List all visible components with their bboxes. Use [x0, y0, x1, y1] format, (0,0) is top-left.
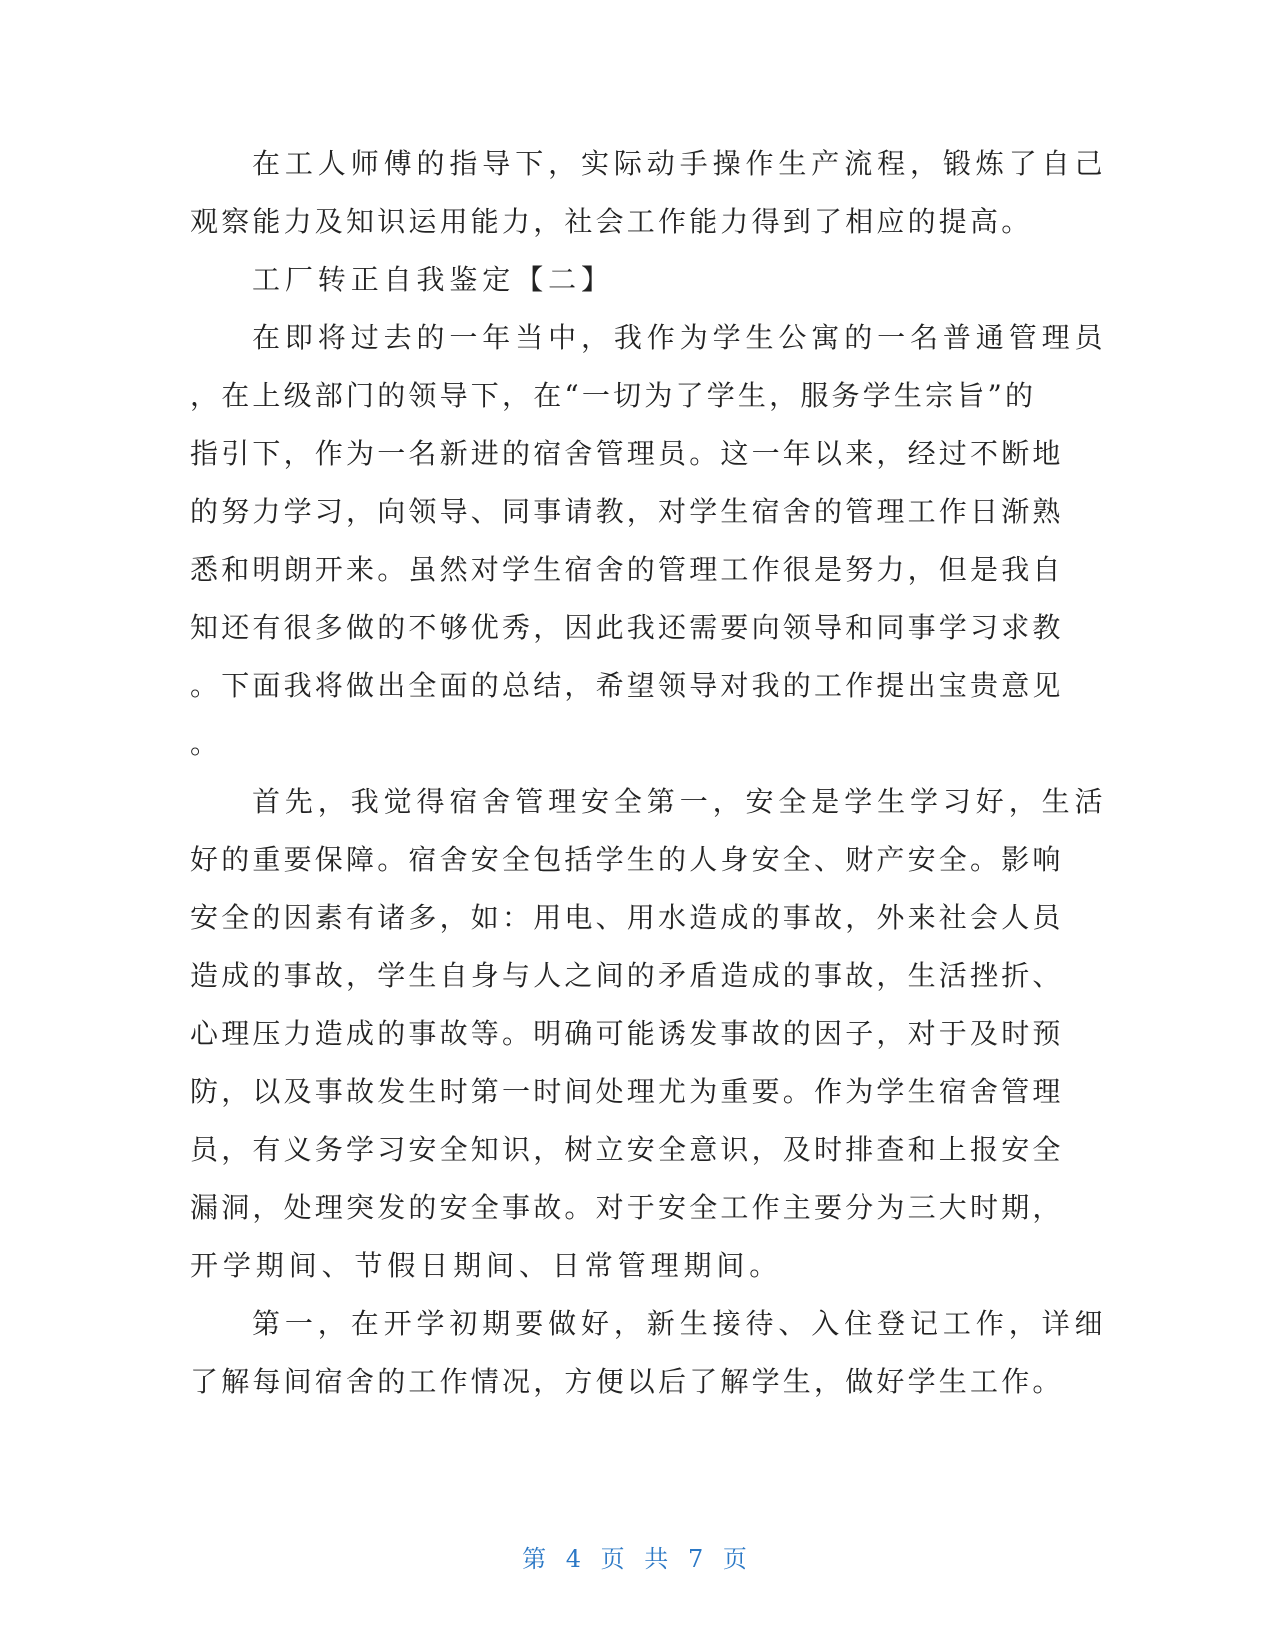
paragraph-3-line-1: 首先，我觉得宿舍管理安全第一，安全是学生学习好，生活	[252, 785, 1108, 818]
paragraph-3-line-9: 开学期间、节假日期间、日常管理期间。	[190, 1249, 783, 1282]
paragraph-2-line-3: 指引下，作为一名新进的宿舍管理员。这一年以来，经过不断地	[190, 437, 1064, 470]
paragraph-2-line-2: ，在上级部门的领导下，在“一切为了学生，服务学生宗旨”的	[190, 379, 1037, 412]
paragraph-3-line-7: 员，有义务学习安全知识，树立安全意识，及时排查和上报安全	[190, 1133, 1064, 1166]
section-heading: 工厂转正自我鉴定【二】	[252, 263, 614, 296]
paragraph-2-line-7: 。下面我将做出全面的总结，希望领导对我的工作提出宝贵意见	[190, 669, 1064, 702]
paragraph-3-line-2: 好的重要保障。宿舍安全包括学生的人身安全、财产安全。影响	[190, 843, 1064, 876]
paragraph-1-line-2: 观察能力及知识运用能力，社会工作能力得到了相应的提高。	[190, 205, 1033, 238]
paragraph-3-line-6: 防，以及事故发生时第一时间处理尤为重要。作为学生宿舍管理	[190, 1075, 1064, 1108]
paragraph-2-line-4: 的努力学习，向领导、同事请教，对学生宿舍的管理工作日渐熟	[190, 495, 1064, 528]
paragraph-4-line-2: 了解每间宿舍的工作情况，方便以后了解学生，做好学生工作。	[190, 1365, 1064, 1398]
paragraph-3-line-4: 造成的事故，学生自身与人之间的矛盾造成的事故，生活挫折、	[190, 959, 1064, 992]
paragraph-2-line-6: 知还有很多做的不够优秀，因此我还需要向领导和同事学习求教	[190, 611, 1064, 644]
paragraph-3-line-3: 安全的因素有诸多，如：用电、用水造成的事故，外来社会人员	[190, 901, 1064, 934]
paragraph-2-line-5: 悉和明朗开来。虽然对学生宿舍的管理工作很是努力，但是我自	[190, 553, 1064, 586]
paragraph-3-line-8: 漏洞，处理突发的安全事故。对于安全工作主要分为三大时期，	[190, 1191, 1064, 1224]
page-number-footer: 第 4 页 共 7 页	[522, 1545, 753, 1573]
paragraph-2-line-8: 。	[190, 727, 223, 760]
paragraph-4-line-1: 第一，在开学初期要做好，新生接待、入住登记工作，详细	[252, 1307, 1108, 1340]
paragraph-3-line-5: 心理压力造成的事故等。明确可能诱发事故的因子，对于及时预	[190, 1017, 1064, 1050]
paragraph-2-line-1: 在即将过去的一年当中，我作为学生公寓的一名普通管理员	[252, 321, 1108, 354]
paragraph-1-line-1: 在工人师傅的指导下，实际动手操作生产流程，锻炼了自己	[252, 147, 1108, 180]
